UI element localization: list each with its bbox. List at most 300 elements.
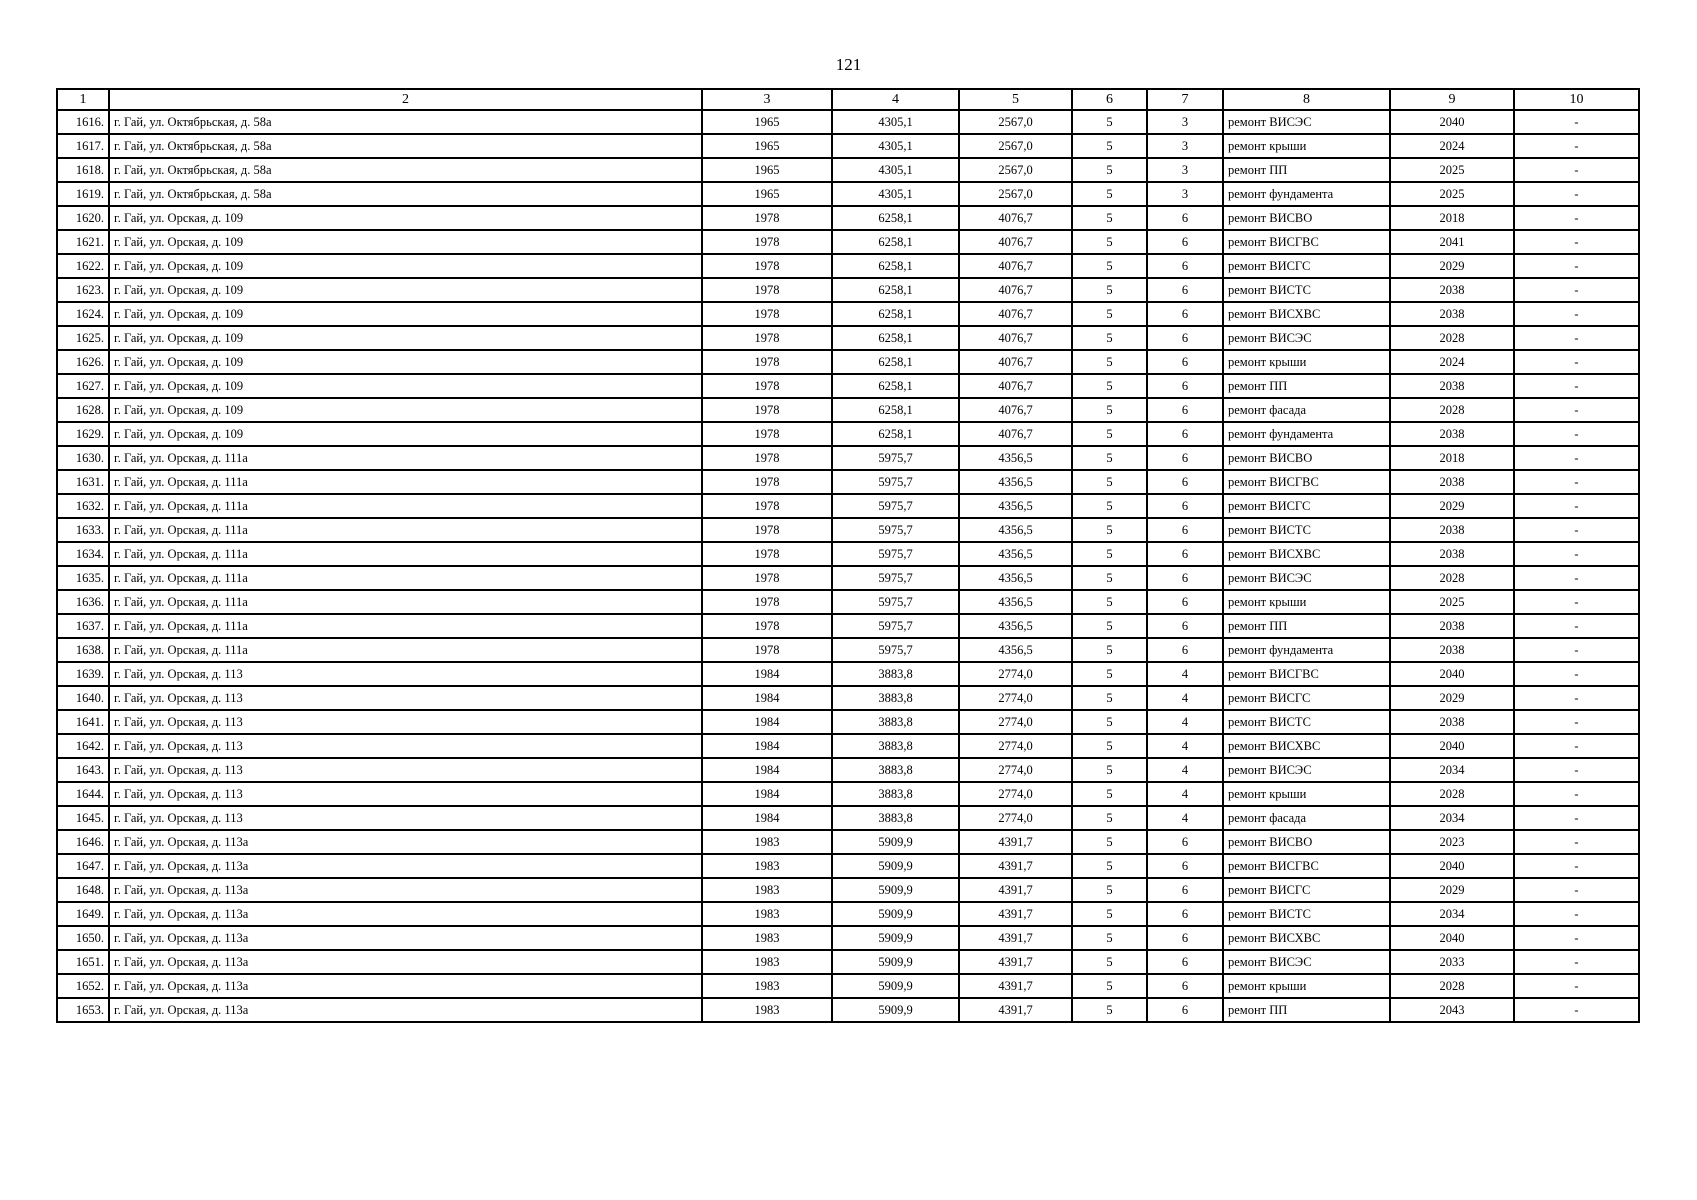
cell-living-area: 4076,7	[959, 374, 1072, 398]
cell-living-area: 4076,7	[959, 254, 1072, 278]
cell-entrances: 4	[1147, 758, 1223, 782]
cell-build-year: 1978	[702, 302, 832, 326]
cell-cost: -	[1514, 566, 1639, 590]
cell-total-area: 6258,1	[832, 374, 959, 398]
cell-build-year: 1983	[702, 902, 832, 926]
cell-address: г. Гай, ул. Орская, д. 113а	[109, 950, 702, 974]
cell-floors: 5	[1072, 206, 1147, 230]
table-row	[57, 134, 1639, 158]
cell-repair-type: ремонт ПП	[1223, 158, 1390, 182]
cell-repair-type: ремонт крыши	[1223, 590, 1390, 614]
cell-floors: 5	[1072, 998, 1147, 1022]
cell-build-year: 1983	[702, 926, 832, 950]
cell-build-year: 1983	[702, 830, 832, 854]
cell-floors: 5	[1072, 974, 1147, 998]
cell-floors: 5	[1072, 302, 1147, 326]
cell-total-area: 4305,1	[832, 158, 959, 182]
cell-repair-type: ремонт ВИСЭС	[1223, 950, 1390, 974]
cell-total-area: 5909,9	[832, 902, 959, 926]
table-row	[57, 758, 1639, 782]
cell-repair-type: ремонт крыши	[1223, 974, 1390, 998]
cell-total-area: 3883,8	[832, 686, 959, 710]
cell-planned-year: 2043	[1390, 998, 1514, 1022]
cell-row-number: 1623.	[57, 278, 109, 302]
table-row	[57, 446, 1639, 470]
cell-repair-type: ремонт ПП	[1223, 374, 1390, 398]
table-row	[57, 686, 1639, 710]
cell-build-year: 1984	[702, 782, 832, 806]
cell-entrances: 3	[1147, 158, 1223, 182]
cell-entrances: 6	[1147, 302, 1223, 326]
cell-floors: 5	[1072, 254, 1147, 278]
cell-total-area: 4305,1	[832, 182, 959, 206]
cell-planned-year: 2029	[1390, 686, 1514, 710]
cell-floors: 5	[1072, 734, 1147, 758]
cell-repair-type: ремонт фундамента	[1223, 182, 1390, 206]
cell-build-year: 1983	[702, 878, 832, 902]
cell-planned-year: 2034	[1390, 806, 1514, 830]
column-header: 8	[1223, 89, 1390, 110]
table-row	[57, 998, 1639, 1022]
cell-living-area: 4391,7	[959, 998, 1072, 1022]
cell-entrances: 3	[1147, 110, 1223, 134]
cell-build-year: 1978	[702, 494, 832, 518]
cell-row-number: 1627.	[57, 374, 109, 398]
cell-repair-type: ремонт ПП	[1223, 614, 1390, 638]
cell-build-year: 1983	[702, 998, 832, 1022]
table-row	[57, 254, 1639, 278]
cell-cost: -	[1514, 350, 1639, 374]
cell-entrances: 6	[1147, 638, 1223, 662]
cell-repair-type: ремонт ВИСЭС	[1223, 566, 1390, 590]
cell-entrances: 6	[1147, 230, 1223, 254]
cell-repair-type: ремонт ВИСГС	[1223, 686, 1390, 710]
table-body	[57, 110, 1639, 1022]
cell-cost: -	[1514, 662, 1639, 686]
cell-entrances: 6	[1147, 566, 1223, 590]
header-row	[57, 89, 1639, 110]
cell-cost: -	[1514, 158, 1639, 182]
cell-build-year: 1984	[702, 734, 832, 758]
cell-living-area: 4076,7	[959, 206, 1072, 230]
cell-cost: -	[1514, 638, 1639, 662]
cell-total-area: 3883,8	[832, 662, 959, 686]
cell-living-area: 4076,7	[959, 422, 1072, 446]
cell-build-year: 1965	[702, 158, 832, 182]
table-row	[57, 278, 1639, 302]
cell-cost: -	[1514, 734, 1639, 758]
cell-total-area: 6258,1	[832, 278, 959, 302]
cell-living-area: 4076,7	[959, 302, 1072, 326]
cell-living-area: 4356,5	[959, 566, 1072, 590]
cell-repair-type: ремонт фасада	[1223, 398, 1390, 422]
cell-row-number: 1652.	[57, 974, 109, 998]
cell-floors: 5	[1072, 806, 1147, 830]
cell-address: г. Гай, ул. Орская, д. 113а	[109, 926, 702, 950]
table-row	[57, 566, 1639, 590]
cell-cost: -	[1514, 398, 1639, 422]
table-row	[57, 902, 1639, 926]
cell-entrances: 3	[1147, 134, 1223, 158]
cell-cost: -	[1514, 470, 1639, 494]
cell-total-area: 5909,9	[832, 950, 959, 974]
table-row	[57, 638, 1639, 662]
column-header: 5	[959, 89, 1072, 110]
cell-cost: -	[1514, 374, 1639, 398]
cell-planned-year: 2038	[1390, 542, 1514, 566]
cell-living-area: 4391,7	[959, 950, 1072, 974]
cell-total-area: 5975,7	[832, 518, 959, 542]
cell-total-area: 6258,1	[832, 302, 959, 326]
cell-planned-year: 2023	[1390, 830, 1514, 854]
cell-floors: 5	[1072, 542, 1147, 566]
cell-row-number: 1628.	[57, 398, 109, 422]
cell-row-number: 1642.	[57, 734, 109, 758]
cell-entrances: 6	[1147, 926, 1223, 950]
cell-row-number: 1644.	[57, 782, 109, 806]
cell-address: г. Гай, ул. Орская, д. 113а	[109, 878, 702, 902]
cell-living-area: 2567,0	[959, 134, 1072, 158]
cell-floors: 5	[1072, 758, 1147, 782]
cell-entrances: 6	[1147, 518, 1223, 542]
cell-entrances: 6	[1147, 590, 1223, 614]
cell-entrances: 6	[1147, 950, 1223, 974]
table-row	[57, 518, 1639, 542]
cell-address: г. Гай, ул. Орская, д. 109	[109, 278, 702, 302]
cell-repair-type: ремонт ВИСТС	[1223, 518, 1390, 542]
cell-row-number: 1635.	[57, 566, 109, 590]
cell-planned-year: 2034	[1390, 902, 1514, 926]
cell-entrances: 6	[1147, 206, 1223, 230]
cell-repair-type: ремонт ВИСГС	[1223, 254, 1390, 278]
table-row	[57, 422, 1639, 446]
cell-floors: 5	[1072, 878, 1147, 902]
cell-row-number: 1646.	[57, 830, 109, 854]
cell-floors: 5	[1072, 278, 1147, 302]
cell-address: г. Гай, ул. Орская, д. 111а	[109, 614, 702, 638]
cell-planned-year: 2029	[1390, 494, 1514, 518]
cell-floors: 5	[1072, 782, 1147, 806]
cell-total-area: 3883,8	[832, 758, 959, 782]
cell-build-year: 1978	[702, 398, 832, 422]
cell-planned-year: 2038	[1390, 302, 1514, 326]
cell-floors: 5	[1072, 134, 1147, 158]
table-header	[57, 89, 1639, 110]
cell-row-number: 1621.	[57, 230, 109, 254]
cell-cost: -	[1514, 974, 1639, 998]
cell-row-number: 1637.	[57, 614, 109, 638]
cell-planned-year: 2040	[1390, 734, 1514, 758]
cell-entrances: 6	[1147, 254, 1223, 278]
cell-repair-type: ремонт фундамента	[1223, 638, 1390, 662]
cell-floors: 5	[1072, 590, 1147, 614]
cell-entrances: 4	[1147, 662, 1223, 686]
cell-living-area: 4076,7	[959, 278, 1072, 302]
table-row	[57, 110, 1639, 134]
cell-repair-type: ремонт ВИСЭС	[1223, 758, 1390, 782]
cell-total-area: 5909,9	[832, 854, 959, 878]
cell-cost: -	[1514, 206, 1639, 230]
cell-repair-type: ремонт ВИСВО	[1223, 830, 1390, 854]
table-row	[57, 878, 1639, 902]
cell-planned-year: 2040	[1390, 854, 1514, 878]
cell-floors: 5	[1072, 350, 1147, 374]
cell-entrances: 6	[1147, 494, 1223, 518]
table-row	[57, 374, 1639, 398]
cell-address: г. Гай, ул. Орская, д. 113	[109, 662, 702, 686]
cell-entrances: 6	[1147, 854, 1223, 878]
cell-living-area: 4391,7	[959, 830, 1072, 854]
cell-build-year: 1978	[702, 566, 832, 590]
cell-repair-type: ремонт фундамента	[1223, 422, 1390, 446]
cell-address: г. Гай, ул. Орская, д. 109	[109, 350, 702, 374]
cell-cost: -	[1514, 422, 1639, 446]
column-header: 4	[832, 89, 959, 110]
cell-cost: -	[1514, 254, 1639, 278]
cell-planned-year: 2029	[1390, 254, 1514, 278]
cell-row-number: 1625.	[57, 326, 109, 350]
column-header: 3	[702, 89, 832, 110]
cell-living-area: 4391,7	[959, 902, 1072, 926]
cell-total-area: 5975,7	[832, 614, 959, 638]
cell-floors: 5	[1072, 494, 1147, 518]
cell-floors: 5	[1072, 614, 1147, 638]
cell-address: г. Гай, ул. Орская, д. 113а	[109, 830, 702, 854]
cell-entrances: 6	[1147, 998, 1223, 1022]
cell-row-number: 1653.	[57, 998, 109, 1022]
cell-cost: -	[1514, 806, 1639, 830]
column-header: 10	[1514, 89, 1639, 110]
cell-repair-type: ремонт ВИСХВС	[1223, 302, 1390, 326]
cell-cost: -	[1514, 710, 1639, 734]
table-row	[57, 326, 1639, 350]
cell-entrances: 6	[1147, 470, 1223, 494]
cell-row-number: 1639.	[57, 662, 109, 686]
table-row	[57, 710, 1639, 734]
cell-floors: 5	[1072, 374, 1147, 398]
cell-total-area: 5975,7	[832, 470, 959, 494]
cell-living-area: 2774,0	[959, 686, 1072, 710]
table-row	[57, 158, 1639, 182]
cell-row-number: 1629.	[57, 422, 109, 446]
column-header: 1	[57, 89, 109, 110]
cell-cost: -	[1514, 614, 1639, 638]
cell-total-area: 5909,9	[832, 878, 959, 902]
cell-floors: 5	[1072, 158, 1147, 182]
cell-address: г. Гай, ул. Октябрьская, д. 58а	[109, 110, 702, 134]
cell-total-area: 3883,8	[832, 782, 959, 806]
cell-entrances: 6	[1147, 902, 1223, 926]
cell-build-year: 1984	[702, 758, 832, 782]
cell-total-area: 5909,9	[832, 974, 959, 998]
cell-entrances: 6	[1147, 350, 1223, 374]
cell-entrances: 4	[1147, 734, 1223, 758]
cell-build-year: 1965	[702, 182, 832, 206]
cell-living-area: 2567,0	[959, 158, 1072, 182]
cell-repair-type: ремонт ВИСВО	[1223, 206, 1390, 230]
table-row	[57, 470, 1639, 494]
cell-total-area: 5975,7	[832, 566, 959, 590]
repair-schedule-table	[56, 88, 1640, 1023]
cell-living-area: 4356,5	[959, 542, 1072, 566]
cell-cost: -	[1514, 182, 1639, 206]
table-row	[57, 398, 1639, 422]
cell-repair-type: ремонт ВИСТС	[1223, 902, 1390, 926]
cell-entrances: 6	[1147, 446, 1223, 470]
cell-floors: 5	[1072, 326, 1147, 350]
cell-living-area: 2774,0	[959, 758, 1072, 782]
cell-repair-type: ремонт ВИСТС	[1223, 710, 1390, 734]
cell-living-area: 4356,5	[959, 518, 1072, 542]
cell-total-area: 5975,7	[832, 446, 959, 470]
cell-total-area: 5975,7	[832, 590, 959, 614]
cell-living-area: 4076,7	[959, 398, 1072, 422]
cell-address: г. Гай, ул. Орская, д. 113	[109, 782, 702, 806]
cell-build-year: 1978	[702, 374, 832, 398]
cell-planned-year: 2029	[1390, 878, 1514, 902]
cell-build-year: 1965	[702, 110, 832, 134]
cell-entrances: 6	[1147, 278, 1223, 302]
cell-row-number: 1618.	[57, 158, 109, 182]
cell-entrances: 4	[1147, 806, 1223, 830]
cell-row-number: 1636.	[57, 590, 109, 614]
table-row	[57, 806, 1639, 830]
cell-floors: 5	[1072, 854, 1147, 878]
cell-address: г. Гай, ул. Орская, д. 109	[109, 206, 702, 230]
cell-entrances: 6	[1147, 398, 1223, 422]
cell-address: г. Гай, ул. Орская, д. 111а	[109, 446, 702, 470]
cell-floors: 5	[1072, 830, 1147, 854]
cell-cost: -	[1514, 542, 1639, 566]
cell-repair-type: ремонт ВИСГВС	[1223, 230, 1390, 254]
cell-living-area: 2774,0	[959, 710, 1072, 734]
cell-address: г. Гай, ул. Октябрьская, д. 58а	[109, 134, 702, 158]
cell-row-number: 1645.	[57, 806, 109, 830]
table-row	[57, 206, 1639, 230]
table-row	[57, 662, 1639, 686]
cell-floors: 5	[1072, 422, 1147, 446]
cell-floors: 5	[1072, 470, 1147, 494]
cell-build-year: 1978	[702, 206, 832, 230]
cell-entrances: 6	[1147, 974, 1223, 998]
cell-floors: 5	[1072, 926, 1147, 950]
cell-entrances: 6	[1147, 374, 1223, 398]
cell-repair-type: ремонт ПП	[1223, 998, 1390, 1022]
cell-planned-year: 2028	[1390, 782, 1514, 806]
cell-address: г. Гай, ул. Орская, д. 113а	[109, 854, 702, 878]
cell-floors: 5	[1072, 662, 1147, 686]
cell-entrances: 6	[1147, 326, 1223, 350]
cell-row-number: 1620.	[57, 206, 109, 230]
cell-repair-type: ремонт ВИСЭС	[1223, 326, 1390, 350]
cell-total-area: 6258,1	[832, 350, 959, 374]
cell-address: г. Гай, ул. Орская, д. 111а	[109, 494, 702, 518]
cell-build-year: 1984	[702, 662, 832, 686]
cell-address: г. Гай, ул. Орская, д. 113	[109, 734, 702, 758]
table-row	[57, 614, 1639, 638]
cell-address: г. Гай, ул. Орская, д. 111а	[109, 470, 702, 494]
cell-entrances: 6	[1147, 542, 1223, 566]
cell-living-area: 4356,5	[959, 590, 1072, 614]
cell-build-year: 1978	[702, 278, 832, 302]
cell-row-number: 1634.	[57, 542, 109, 566]
cell-cost: -	[1514, 950, 1639, 974]
table-row	[57, 182, 1639, 206]
cell-floors: 5	[1072, 902, 1147, 926]
cell-cost: -	[1514, 494, 1639, 518]
cell-repair-type: ремонт ВИСГВС	[1223, 470, 1390, 494]
cell-address: г. Гай, ул. Орская, д. 111а	[109, 638, 702, 662]
cell-cost: -	[1514, 110, 1639, 134]
cell-total-area: 5909,9	[832, 998, 959, 1022]
cell-entrances: 6	[1147, 878, 1223, 902]
cell-entrances: 6	[1147, 614, 1223, 638]
cell-build-year: 1978	[702, 542, 832, 566]
cell-build-year: 1978	[702, 230, 832, 254]
cell-total-area: 3883,8	[832, 710, 959, 734]
cell-address: г. Гай, ул. Орская, д. 113а	[109, 974, 702, 998]
cell-total-area: 6258,1	[832, 206, 959, 230]
cell-address: г. Гай, ул. Орская, д. 113	[109, 806, 702, 830]
cell-build-year: 1978	[702, 638, 832, 662]
cell-row-number: 1641.	[57, 710, 109, 734]
cell-floors: 5	[1072, 518, 1147, 542]
cell-living-area: 4391,7	[959, 926, 1072, 950]
cell-cost: -	[1514, 134, 1639, 158]
cell-entrances: 6	[1147, 830, 1223, 854]
table-row	[57, 974, 1639, 998]
cell-build-year: 1978	[702, 518, 832, 542]
cell-planned-year: 2024	[1390, 350, 1514, 374]
cell-address: г. Гай, ул. Орская, д. 109	[109, 230, 702, 254]
cell-address: г. Гай, ул. Орская, д. 113	[109, 758, 702, 782]
cell-living-area: 4356,5	[959, 614, 1072, 638]
cell-build-year: 1978	[702, 350, 832, 374]
table-row	[57, 854, 1639, 878]
cell-address: г. Гай, ул. Октябрьская, д. 58а	[109, 158, 702, 182]
cell-cost: -	[1514, 878, 1639, 902]
cell-row-number: 1626.	[57, 350, 109, 374]
cell-cost: -	[1514, 902, 1639, 926]
cell-living-area: 4356,5	[959, 470, 1072, 494]
cell-living-area: 2774,0	[959, 782, 1072, 806]
cell-row-number: 1630.	[57, 446, 109, 470]
cell-build-year: 1984	[702, 686, 832, 710]
cell-cost: -	[1514, 446, 1639, 470]
cell-living-area: 4356,5	[959, 446, 1072, 470]
table-row	[57, 494, 1639, 518]
cell-planned-year: 2028	[1390, 326, 1514, 350]
cell-planned-year: 2038	[1390, 422, 1514, 446]
cell-total-area: 6258,1	[832, 254, 959, 278]
cell-total-area: 6258,1	[832, 230, 959, 254]
cell-floors: 5	[1072, 638, 1147, 662]
cell-cost: -	[1514, 230, 1639, 254]
cell-address: г. Гай, ул. Орская, д. 111а	[109, 542, 702, 566]
cell-floors: 5	[1072, 446, 1147, 470]
cell-living-area: 4356,5	[959, 638, 1072, 662]
cell-total-area: 3883,8	[832, 734, 959, 758]
table-row	[57, 542, 1639, 566]
cell-repair-type: ремонт крыши	[1223, 350, 1390, 374]
cell-living-area: 4391,7	[959, 878, 1072, 902]
cell-planned-year: 2041	[1390, 230, 1514, 254]
cell-address: г. Гай, ул. Орская, д. 109	[109, 326, 702, 350]
cell-living-area: 4076,7	[959, 230, 1072, 254]
cell-address: г. Гай, ул. Орская, д. 111а	[109, 566, 702, 590]
cell-build-year: 1978	[702, 470, 832, 494]
cell-cost: -	[1514, 518, 1639, 542]
